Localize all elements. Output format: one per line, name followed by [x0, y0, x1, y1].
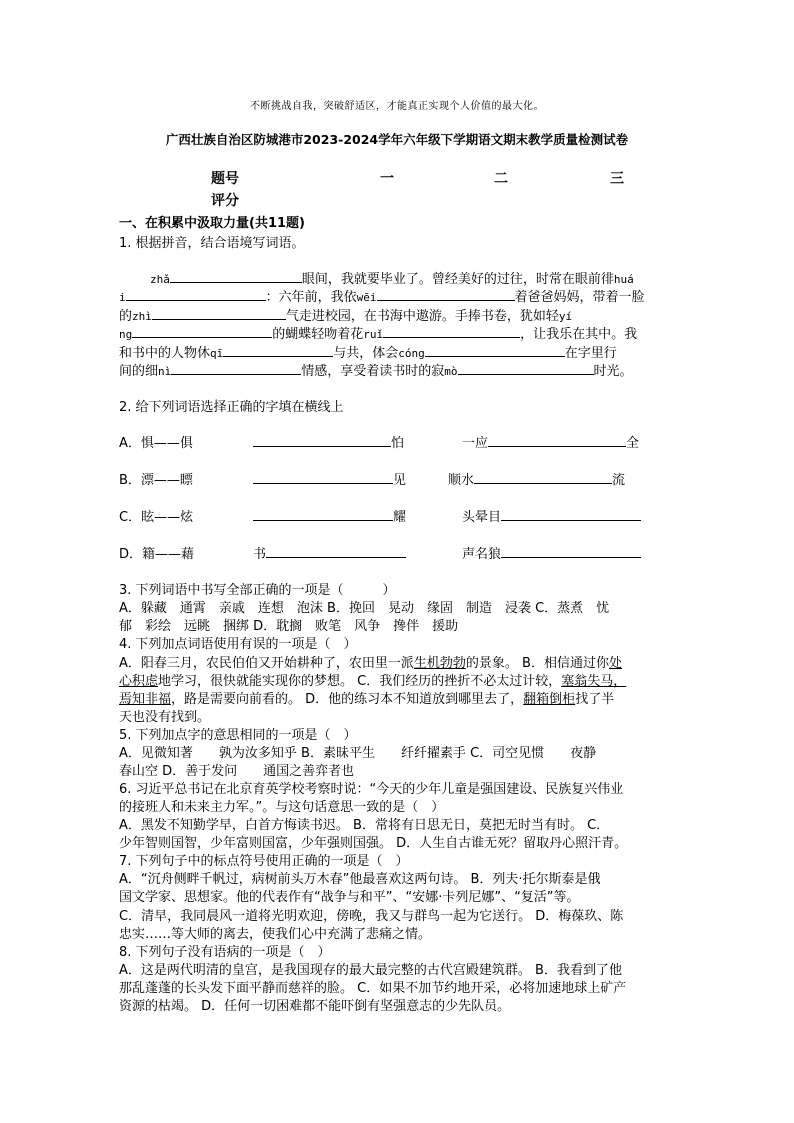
- q1-line-2: i ：六年前，我依wēi 着爸爸妈妈，带着一脸: [119, 286, 645, 305]
- question-4-stem: 4. 下列加点词语使用有误的一项是（ ）: [119, 637, 357, 652]
- q2-a-blank-2[interactable]: [488, 433, 626, 447]
- q1-blank-7[interactable]: [223, 343, 333, 357]
- q3-options-line-2: 郁 彩绘 远眺 捆绑 D．耽搁 败笔 风争 搀伴 援助: [119, 619, 459, 634]
- exam-title: 广西壮族自治区防城港市2023-2024学年六年级下学期语文期末教学质量检测试卷: [165, 132, 629, 147]
- q2-d-blank-2[interactable]: [501, 544, 641, 558]
- q7-options-line-3: C．清早，我同晨风一道将光明欢迎，傍晚，我又与群鸟一起为它送行。 D．梅葆玖、陈: [119, 909, 624, 924]
- q2-b-blank-2[interactable]: [474, 470, 612, 484]
- q8-options-line-2: 那乱蓬蓬的长头发下面平静而慈祥的脸。 C．如果不加节约地开采，必将加速地球上矿产: [119, 981, 627, 996]
- q1-line-1: zhǎ 眼间，我就要毕业了。曾经美好的过往，时常在眼前徘huá: [150, 268, 634, 287]
- q1-blank-3[interactable]: [377, 287, 515, 301]
- q1-blank-2[interactable]: [126, 287, 266, 301]
- q1-blank-6[interactable]: [383, 324, 520, 338]
- q2-d-blank-1[interactable]: [266, 544, 406, 558]
- question-2-stem: 2. 给下列词语选择正确的字填在横线上: [119, 400, 344, 415]
- q7-options-line-1: A．“沉舟侧畔千帆过，病树前头万木春”他最喜欢这两句诗。 B．列夫·托尔斯泰是俄: [119, 872, 601, 887]
- q1-line-6: 间的细nì 情感，享受着读书时的寂mò 时光。: [119, 360, 633, 379]
- q4-options-line-2: 心积虑地学习，很快就能实现你的梦想。 C．我们经历的挫折不必太过计较，塞翁失马，: [119, 674, 627, 689]
- q2-c-blank-1[interactable]: [253, 507, 393, 521]
- score-col-2: 二: [494, 171, 508, 187]
- score-header-label: 题号: [211, 171, 239, 187]
- q6-options-line-2: 少年智则国智，少年富则国富，少年强则国强。 D．人生自古谁无死？留取丹心照汗青。: [119, 836, 628, 851]
- question-8-stem: 8. 下列句子没有语病的一项是（ ）: [119, 945, 331, 960]
- q1-blank-10[interactable]: [458, 361, 594, 375]
- question-6-stem-line-1: 6. 习近平总书记在北京育英学校考察时说：“今天的少年儿童是强国建设、民族复兴伟业: [119, 782, 624, 797]
- question-1-stem: 1. 根据拼音，结合语境写词语。: [119, 236, 305, 251]
- q4-options-line-1: A．阳春三月，农民伯伯又开始耕种了，农田里一派生机勃勃的景象。 B．相信通过你处: [119, 656, 622, 671]
- question-6-stem-line-2: 的接班人和未来主力军。”。与这句话意思一致的是（ ）: [119, 800, 445, 815]
- q6-options-line-1: A．黑发不知勤学早，白首方悔读书迟。 B．常将有日思无日，莫把无时当有时。 C．: [119, 818, 610, 833]
- q4-options-line-3: 焉知非福，路是需要向前看的。 D．他的练习本不知道放到哪里去了，翻箱倒柜找了半: [119, 692, 615, 707]
- q5-options-line-2: 春山空 D．善于发问 通国之善弈者也: [119, 764, 355, 779]
- q1-blank-5[interactable]: [132, 324, 272, 338]
- score-col-3: 三: [610, 171, 624, 187]
- q5-options-line-1: A．见微知著 孰为汝多知乎 B．素昧平生 纤纤擢素手 C．司空见惯 夜静: [119, 746, 597, 761]
- section-heading-1: 一、在积累中汲取力量(共11题): [119, 216, 305, 231]
- page-motto: 不断挑战自我，突破舒适区，才能真正实现个人价值的最大化。: [250, 101, 544, 112]
- q8-options-line-3: 资源的枯竭。 D．任何一切困难都不能吓倒有坚强意志的少先队员。: [119, 999, 511, 1014]
- question-3-stem: 3. 下列词语中书写全部正确的一项是（ ）: [119, 583, 396, 598]
- question-7-stem: 7. 下列句子中的标点符号使用正确的一项是（ ）: [119, 854, 409, 869]
- q1-blank-9[interactable]: [171, 361, 301, 375]
- score-row-label: 评分: [211, 193, 239, 209]
- q7-options-line-2: 国文学家、思想家。他的代表作有“战争与和平”、“安娜·卡列尼娜”、“复活”等。: [119, 890, 580, 905]
- q2-b-blank-1[interactable]: [253, 470, 393, 484]
- score-col-1: 一: [380, 171, 394, 187]
- q4-options-line-4: 天也没有找到。: [119, 710, 211, 725]
- question-5-stem: 5. 下列加点字的意思相同的一项是（ ）: [119, 728, 357, 743]
- q1-line-4: ng 的蝴蝶轻吻着花ruǐ ，让我乐在其中。我: [119, 323, 637, 342]
- q3-options-line-1: A．躲藏 通霄 亲戚 连想 泡沫 B．挽回 晃动 缘固 制造 浸袭 C．蒸煮 忧: [119, 601, 610, 616]
- q1-line-3: 的zhì 气走进校园，在书海中遨游。手捧书卷，犹如轻yí: [119, 305, 572, 324]
- q8-options-line-1: A．这是两代明清的皇宫，是我国现存的最大最完整的古代宫殿建筑群。 B．我看到了他: [119, 963, 622, 978]
- q1-blank-1[interactable]: [170, 269, 302, 283]
- q1-blank-4[interactable]: [152, 306, 286, 320]
- q2-c-blank-2[interactable]: [501, 507, 641, 521]
- q1-line-5: 和书中的人物休qī 与共，体会cóng 在字里行: [119, 342, 617, 361]
- q1-blank-8[interactable]: [425, 343, 565, 357]
- q2-a-blank-1[interactable]: [253, 433, 391, 447]
- q7-options-line-4: 忠实……等大师的离去，使我们心中充满了悲痛之情。: [119, 927, 432, 942]
